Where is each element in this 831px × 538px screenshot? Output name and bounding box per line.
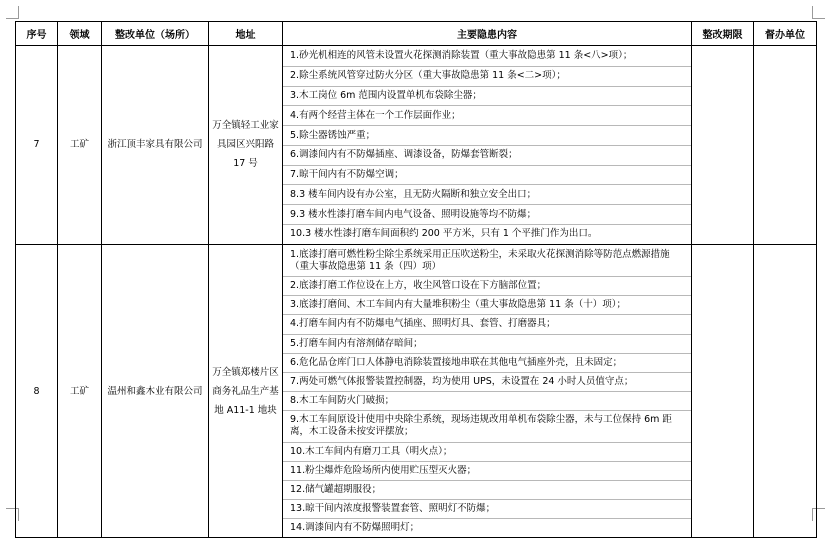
row-no: 8 xyxy=(16,244,58,538)
hazard-item: 11.粉尘爆炸危险场所内使用贮压型灭火器； xyxy=(283,462,691,481)
table-row xyxy=(16,46,817,245)
hazard-item: 10.木工车间内有磨刀工具（明火点）； xyxy=(283,443,691,462)
hazard-item: 8.3 楼车间内设有办公室，且无防火隔断和独立安全出口； xyxy=(283,185,691,205)
row-hazard-list xyxy=(283,244,692,538)
hazard-item: 2.底漆打磨工作位设在上方，收尘风管口设在下方脑部位置； xyxy=(283,277,691,296)
hazard-item: 13.晾干间内浓度报警装置套管、照明灯不防爆； xyxy=(283,500,691,519)
crop-mark-top-left xyxy=(6,6,19,19)
row-deadline xyxy=(692,244,754,538)
row-address: 万全镇轻工业家具园区兴阳路 17 号 xyxy=(209,46,283,245)
row-supervisor xyxy=(754,46,817,245)
hazard-item: 6.危化品仓库门口人体静电消除装置接地串联在其他电气插座外壳，且未固定； xyxy=(283,354,691,373)
hazard-item: 9.3 楼水性漆打磨车间内电气设备、照明设施等均不防爆； xyxy=(283,205,691,225)
hazard-item: 1.底漆打磨可燃性粉尘除尘系统采用正压吹送粉尘，未采取火花探测消除等防范点燃源措施（重大事故隐患第 11 条（四）项） xyxy=(283,246,691,277)
hazard-item: 9.木工车间原设计使用中央除尘系统，现场违规改用单机布袋除尘器，未与工位保持 6m 距离，木工设备未按安评摆放； xyxy=(283,411,691,442)
hazard-item: 7.晾干间内有不防爆空调； xyxy=(283,166,691,186)
header-address: 地址 xyxy=(209,22,283,46)
row-unit: 浙江顶丰家具有限公司 xyxy=(102,46,209,245)
row-unit: 温州和鑫木业有限公司 xyxy=(102,244,209,538)
row-deadline xyxy=(692,46,754,245)
header-field: 领域 xyxy=(58,22,102,46)
row-address: 万全镇郑楼片区商务礼品生产基地 A11-1 地块 xyxy=(209,244,283,538)
row-no: 7 xyxy=(16,46,58,245)
hazard-item: 3.底漆打磨间、木工车间内有大量堆积粉尘（重大事故隐患第 11 条（十）项）； xyxy=(283,296,691,315)
hazard-item: 1.砂光机相连的风管未设置火花探测消除装置（重大事故隐患第 11 条<八>项）； xyxy=(283,47,691,67)
hazard-item: 7.两处可燃气体报警装置控制器，均为使用 UPS，未设置在 24 小时人员值守点； xyxy=(283,373,691,392)
hazard-item: 8.木工车间防火门破损； xyxy=(283,392,691,411)
header-deadline: 整改期限 xyxy=(692,22,754,46)
table-header-row xyxy=(16,22,817,46)
hazard-rectification-table xyxy=(15,21,817,538)
header-unit: 整改单位（场所） xyxy=(102,22,209,46)
hazard-item: 14.调漆间内有不防爆照明灯； xyxy=(290,522,420,534)
row-supervisor xyxy=(754,244,817,538)
row-field: 工矿 xyxy=(58,46,102,245)
crop-mark-top-right xyxy=(812,6,825,19)
hazard-item: 5.除尘器锈蚀严重； xyxy=(283,126,691,146)
hazard-item: 12.储气罐超期服役； xyxy=(283,481,691,500)
header-supervisor: 督办单位 xyxy=(754,22,817,46)
header-hazards: 主要隐患内容 xyxy=(283,22,692,46)
row-hazard-list xyxy=(283,46,692,245)
header-no: 序号 xyxy=(16,22,58,46)
hazard-item: 4.有两个经营主体在一个工作层面作业； xyxy=(283,106,691,126)
hazard-item: 4.打磨车间内有不防爆电气插座、照明灯具、套管、打磨器具； xyxy=(283,315,691,334)
hazard-item: 5.打磨车间内有溶剂储存暗间； xyxy=(283,335,691,354)
hazard-item: 6.调漆间内有不防爆插座、调漆设备，防爆套管断裂； xyxy=(283,146,691,166)
table-row xyxy=(16,244,817,538)
hazard-item: 2.除尘系统风管穿过防火分区（重大事故隐患第 11 条<二>项）； xyxy=(283,67,691,87)
hazard-item: 3.木工岗位 6m 范围内设置单机布袋除尘器； xyxy=(283,87,691,107)
hazard-item: 10.3 楼水性漆打磨车间面积约 200 平方米，只有 1 个平推门作为出口。 xyxy=(290,228,598,240)
row-field: 工矿 xyxy=(58,244,102,538)
